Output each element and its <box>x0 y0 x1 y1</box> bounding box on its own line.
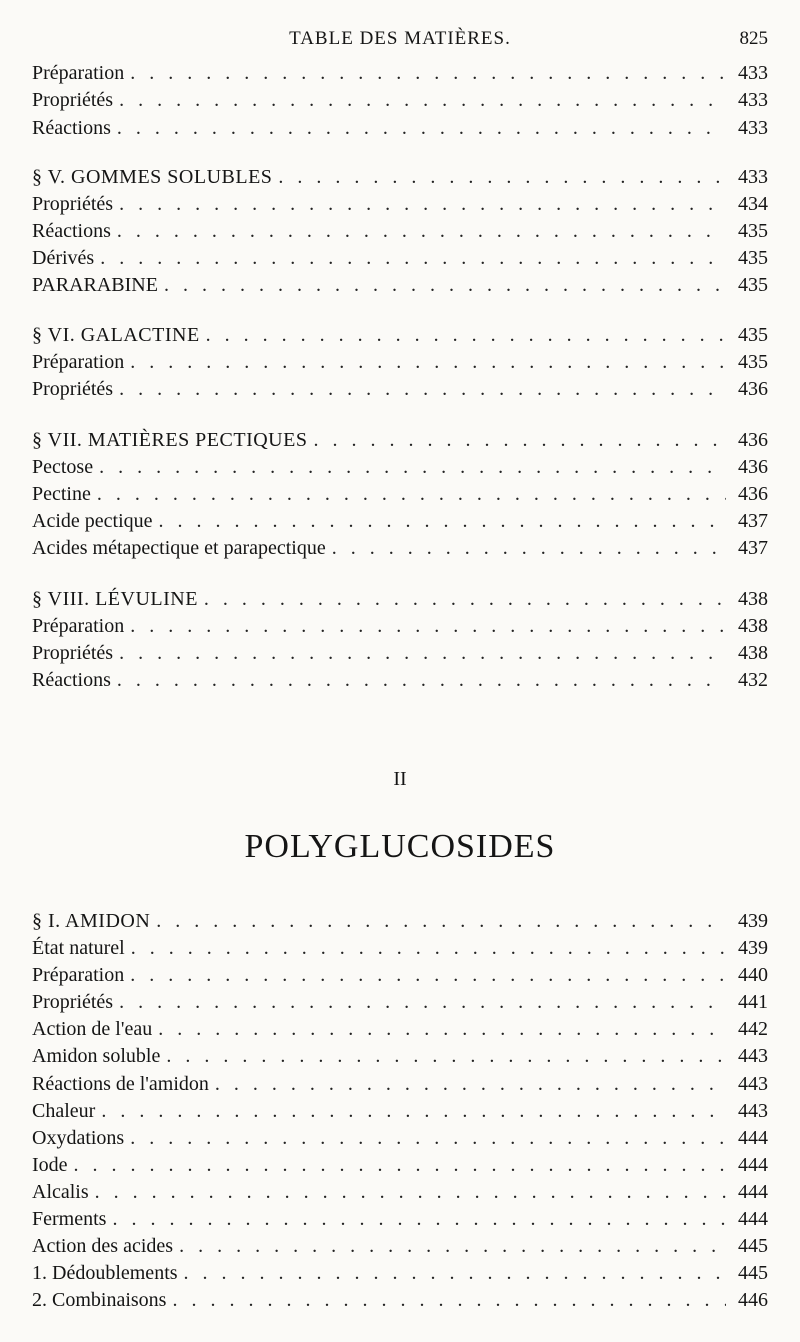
toc-entry <box>32 1071 768 1097</box>
entry-page-number: 437 <box>738 537 768 559</box>
entry-page-number: 444 <box>738 1154 768 1176</box>
dot-leader <box>172 1287 726 1313</box>
entry-page-number: 433 <box>738 62 768 84</box>
toc-entry <box>32 1179 768 1205</box>
toc-entry <box>32 989 768 1015</box>
entry-label: Propriétés <box>32 378 114 400</box>
entry-page-number: 436 <box>738 429 768 451</box>
entry-page-number: 443 <box>738 1100 768 1122</box>
dot-leader <box>206 322 726 348</box>
toc-section-entry <box>32 427 768 453</box>
toc-entry <box>32 613 768 639</box>
toc-entry <box>32 535 768 561</box>
toc-entry <box>32 1043 768 1069</box>
entry-page-number: 436 <box>738 483 768 505</box>
entry-label: Réactions <box>32 220 111 242</box>
toc-entry <box>32 1287 768 1313</box>
dot-leader <box>99 454 726 480</box>
entry-page-number: 440 <box>738 964 768 986</box>
entry-label: § VIII. LÉVULINE <box>32 588 198 610</box>
toc-entry <box>32 1233 768 1259</box>
toc-entry <box>32 60 768 86</box>
dot-leader <box>119 191 726 217</box>
entry-page-number: 436 <box>738 456 768 478</box>
dot-leader <box>119 640 726 666</box>
toc-entry <box>32 245 768 271</box>
entry-page-number: 435 <box>738 351 768 373</box>
dot-leader <box>166 1043 726 1069</box>
toc-entry <box>32 87 768 113</box>
entry-label: Pectose <box>32 456 94 478</box>
dot-leader <box>156 908 726 934</box>
entry-page-number: 438 <box>738 642 768 664</box>
entry-page-number: 438 <box>738 588 768 610</box>
entry-page-number: 439 <box>738 910 768 932</box>
toc-entry <box>32 935 768 961</box>
entry-label: § I. AMIDON <box>32 910 151 932</box>
entry-label: Préparation <box>32 351 125 373</box>
entry-label: Propriétés <box>32 991 114 1013</box>
entry-label: État naturel <box>32 937 125 959</box>
page-number: 825 <box>739 28 768 49</box>
entry-label: Propriétés <box>32 193 114 215</box>
entry-page-number: 445 <box>738 1262 768 1284</box>
entry-label: Pectine <box>32 483 91 505</box>
dot-leader <box>95 1179 726 1205</box>
toc-section-entry <box>32 908 768 934</box>
toc-entry <box>32 218 768 244</box>
entry-page-number: 433 <box>738 89 768 111</box>
entry-label: Acides métapectique et parapectique <box>32 537 326 559</box>
entry-label: Réactions <box>32 669 111 691</box>
entry-label: 1. Dédoublements <box>32 1262 178 1284</box>
dot-leader <box>215 1071 726 1097</box>
entry-page-number: 445 <box>738 1235 768 1257</box>
entry-label: Propriétés <box>32 89 114 111</box>
toc-entry <box>32 1152 768 1178</box>
part-title: POLYGLUCOSIDES <box>244 828 556 865</box>
dot-leader <box>74 1152 726 1178</box>
dot-leader <box>332 535 726 561</box>
toc-entry <box>32 481 768 507</box>
toc-entry <box>32 1206 768 1232</box>
entry-page-number: 437 <box>738 510 768 532</box>
toc-entry <box>32 508 768 534</box>
toc-section-entry <box>32 164 768 190</box>
running-title: TABLE DES MATIÈRES. <box>289 28 511 49</box>
dot-leader <box>130 60 726 86</box>
dot-leader <box>130 1125 726 1151</box>
entry-label: Préparation <box>32 62 125 84</box>
dot-leader <box>158 1016 726 1042</box>
entry-page-number: 438 <box>738 615 768 637</box>
entry-page-number: 433 <box>738 166 768 188</box>
dot-leader <box>278 164 726 190</box>
entry-label: Acide pectique <box>32 510 153 532</box>
dot-leader <box>119 87 726 113</box>
entry-page-number: 435 <box>738 324 768 346</box>
toc-entry <box>32 1125 768 1151</box>
entry-label: Alcalis <box>32 1181 89 1203</box>
dot-leader <box>313 427 726 453</box>
part-number: II <box>393 768 407 790</box>
entry-label: § V. GOMMES SOLUBLES <box>32 166 273 188</box>
entry-page-number: 443 <box>738 1073 768 1095</box>
entry-page-number: 444 <box>738 1208 768 1230</box>
dot-leader <box>179 1233 726 1259</box>
entry-page-number: 433 <box>738 117 768 139</box>
entry-page-number: 435 <box>738 274 768 296</box>
toc-entry <box>32 1016 768 1042</box>
dot-leader <box>131 935 726 961</box>
entry-page-number: 444 <box>738 1181 768 1203</box>
entry-page-number: 435 <box>738 220 768 242</box>
dot-leader <box>117 667 726 693</box>
entry-page-number: 443 <box>738 1045 768 1067</box>
entry-label: Action de l'eau <box>32 1018 153 1040</box>
entry-page-number: 444 <box>738 1127 768 1149</box>
entry-page-number: 432 <box>738 669 768 691</box>
dot-leader <box>130 962 726 988</box>
page-header <box>0 28 800 52</box>
entry-page-number: 441 <box>738 991 768 1013</box>
dot-leader <box>204 586 726 612</box>
entry-label: PARARABINE <box>32 274 158 296</box>
entry-label: Dérivés <box>32 247 95 269</box>
dot-leader <box>117 218 726 244</box>
dot-leader <box>117 115 726 141</box>
dot-leader <box>97 481 726 507</box>
entry-label: § VII. MATIÈRES PECTIQUES <box>32 429 308 451</box>
entry-label: Chaleur <box>32 1100 96 1122</box>
toc-section-entry <box>32 322 768 348</box>
entry-label: Propriétés <box>32 642 114 664</box>
dot-leader <box>112 1206 726 1232</box>
dot-leader <box>119 376 726 402</box>
entry-label: § VI. GALACTINE <box>32 324 200 346</box>
entry-label: Oxydations <box>32 1127 125 1149</box>
toc-entry <box>32 272 768 298</box>
toc-section-entry <box>32 586 768 612</box>
dot-leader <box>101 1098 726 1124</box>
entry-page-number: 434 <box>738 193 768 215</box>
entry-label: Réactions <box>32 117 111 139</box>
toc-entry <box>32 454 768 480</box>
entry-label: Préparation <box>32 615 125 637</box>
dot-leader <box>130 613 726 639</box>
toc-entry <box>32 1098 768 1124</box>
entry-page-number: 439 <box>738 937 768 959</box>
dot-leader <box>100 245 726 271</box>
entry-label: Préparation <box>32 964 125 986</box>
entry-page-number: 442 <box>738 1018 768 1040</box>
dot-leader <box>184 1260 726 1286</box>
entry-page-number: 436 <box>738 378 768 400</box>
toc-entry <box>32 191 768 217</box>
entry-label: Action des acides <box>32 1235 174 1257</box>
toc-entry <box>32 1260 768 1286</box>
toc-entry <box>32 349 768 375</box>
entry-label: Amidon soluble <box>32 1045 161 1067</box>
entry-label: 2. Combinaisons <box>32 1289 167 1311</box>
toc-entry <box>32 115 768 141</box>
entry-label: Réactions de l'amidon <box>32 1073 209 1095</box>
toc-entry <box>32 667 768 693</box>
dot-leader <box>164 272 726 298</box>
dot-leader <box>119 989 726 1015</box>
dot-leader <box>130 349 726 375</box>
entry-label: Iode <box>32 1154 68 1176</box>
dot-leader <box>159 508 727 534</box>
toc-entry <box>32 962 768 988</box>
entry-label: Ferments <box>32 1208 107 1230</box>
toc-entry <box>32 640 768 666</box>
entry-page-number: 435 <box>738 247 768 269</box>
entry-page-number: 446 <box>738 1289 768 1311</box>
toc-entry <box>32 376 768 402</box>
